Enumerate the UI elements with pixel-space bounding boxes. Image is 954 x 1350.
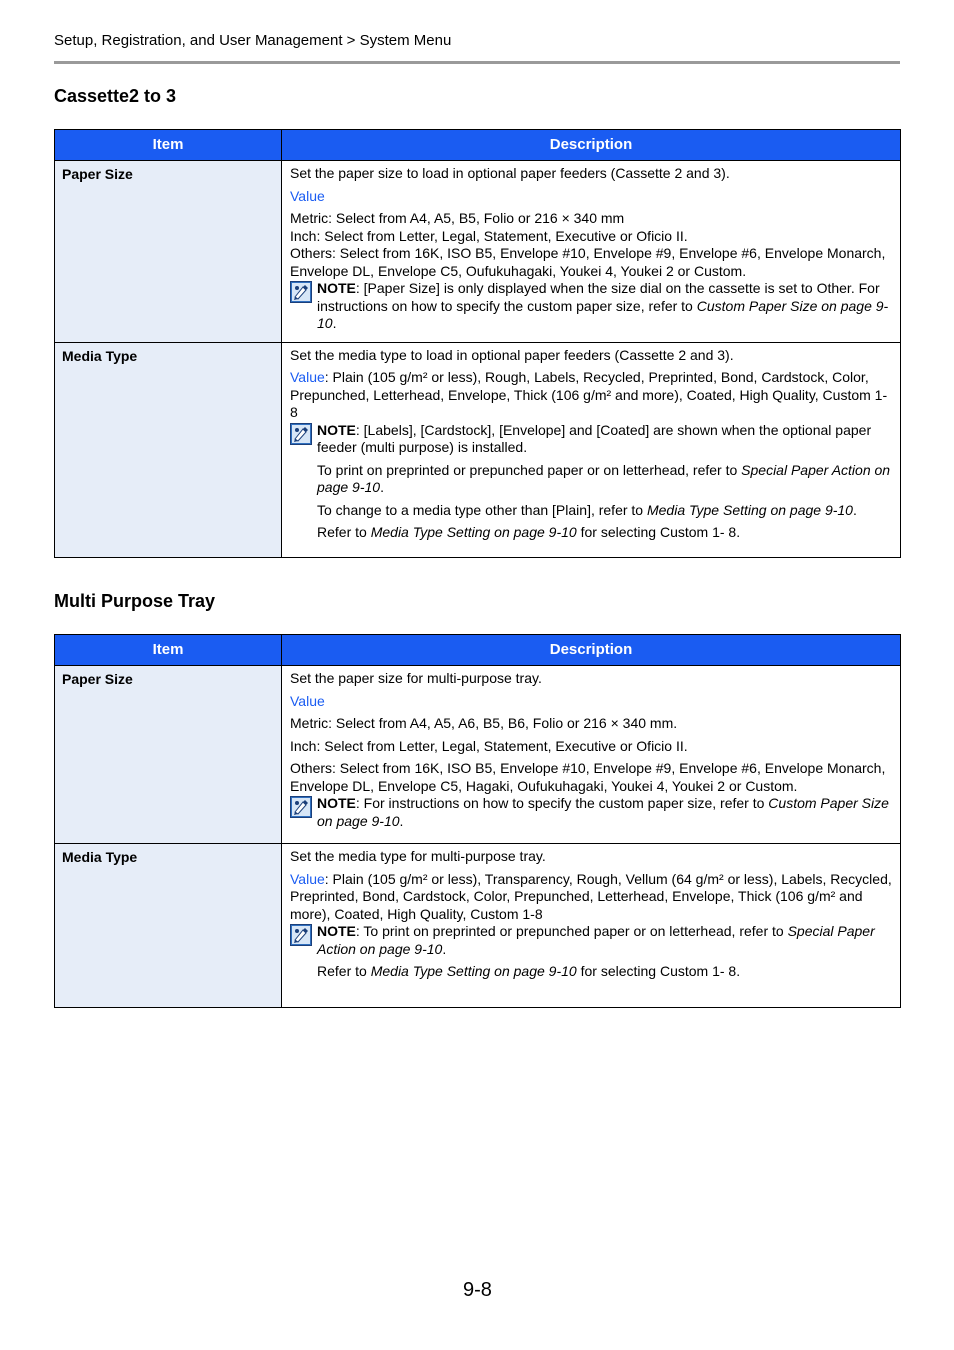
value-line-metric: Metric: Select from A4, A5, A6, B5, B6, Folio or 216 × 340 mm. <box>290 715 678 731</box>
value-label: Value <box>290 692 325 709</box>
note-label: NOTE <box>317 923 356 939</box>
description-intro: Set the paper size for multi-purpose tray. <box>290 670 542 686</box>
note-block <box>290 923 892 958</box>
note-text: : To print on preprinted or prepunched paper or on letterhead, refer to <box>355 923 788 939</box>
note-pencil-icon <box>290 423 312 445</box>
note-end: . <box>332 315 337 331</box>
note-extra <box>290 524 892 542</box>
row-item-name: Paper Size <box>55 666 282 844</box>
description-intro: Set the media type for multi-purpose tray. <box>290 848 546 864</box>
note-label: NOTE <box>317 280 356 296</box>
column-header-description: Description <box>282 635 901 666</box>
note-extra-end: for selecting Custom 1- 8. <box>576 524 741 540</box>
multi-purpose-tray-table <box>54 634 901 1008</box>
note-pencil-icon <box>290 796 312 818</box>
note-extra-text: Refer to <box>317 963 371 979</box>
note-reference: Custom Paper Size on page 9-10 <box>317 297 889 331</box>
note-extra-reference: Media Type Setting on page 9-10 <box>370 963 577 979</box>
row-description <box>282 161 901 343</box>
value-line-metric: Metric: Select from A4, A5, B5, Folio or 216 × 340 mm <box>290 210 625 226</box>
note-extra-text: To change to a media type other than [Plain], refer to <box>317 501 647 518</box>
note-extra <box>290 502 892 520</box>
note-extra-reference: Special Paper Action on page 9-10 <box>317 461 891 495</box>
description-intro: Set the paper size to load in optional paper feeders (Cassette 2 and 3). <box>290 165 730 181</box>
row-item-name: Media Type <box>55 342 282 557</box>
row-description <box>282 342 901 557</box>
value-text: : Plain (105 g/m² or less), Transparency, Rough, Vellum (64 g/m² or less), Labels, Recycled, Preprinted, Bond, Cardstock, Color, Prepunched, Letterhead, Envelope, Thick (106 g/m² and more), Coated, High Quality, Custom 1-8 <box>290 870 892 922</box>
note-block <box>290 795 892 830</box>
note-extra-reference: Media Type Setting on page 9-10 <box>646 501 853 518</box>
column-header-description: Description <box>282 130 901 161</box>
note-extra-text: To print on preprinted or prepunched paper or on letterhead, refer to <box>317 461 742 478</box>
value-line-inch: Inch: Select from Letter, Legal, Statement, Executive or Oficio II. <box>290 227 688 244</box>
value-label: Value <box>290 369 325 385</box>
page-number: 9-8 <box>463 1279 492 1301</box>
table-row <box>55 342 901 557</box>
value-label: Value <box>290 870 325 887</box>
table-row <box>55 666 901 844</box>
cassette-settings-table <box>54 129 901 558</box>
row-item-name: Paper Size <box>55 161 282 343</box>
table-row <box>55 844 901 1008</box>
description-intro: Set the media type to load in optional paper feeders (Cassette 2 and 3). <box>290 346 734 363</box>
column-header-item: Item <box>55 130 282 161</box>
note-end: . <box>399 812 404 829</box>
note-extra-end: . <box>380 479 384 495</box>
running-header: Setup, Registration, and User Management > System Menu <box>54 32 452 49</box>
table-row <box>55 161 901 343</box>
note-label: NOTE <box>317 795 356 811</box>
note-reference: Special Paper Action on page 9-10 <box>317 923 875 957</box>
value-line-others: Others: Select from 16K, ISO B5, Envelope #10, Envelope #9, Envelope #6, Envelope Monarch, Envelope DL, Envelope C5, Oufukuhagaki, Youkei 4, Youkei 2 or Custom. <box>290 245 886 279</box>
section-title-cassette: Cassette2 to 3 <box>54 86 177 106</box>
header-divider <box>54 61 900 64</box>
row-item-name: Media Type <box>55 844 282 1008</box>
note-text: : [Labels], [Cardstock], [Envelope] and [Coated] are shown when the optional paper feeder (multi purpose) is installed. <box>317 421 872 455</box>
note-extra-end: for selecting Custom 1- 8. <box>576 963 741 979</box>
note-block <box>290 280 892 333</box>
value-line <box>290 871 892 924</box>
note-label: NOTE <box>317 421 356 438</box>
value-line <box>290 369 892 422</box>
table-header-row <box>55 635 901 666</box>
row-description <box>282 666 901 844</box>
section-title-multi-purpose-tray: Multi Purpose Tray <box>54 591 216 611</box>
row-description <box>282 844 901 1008</box>
note-extra-text: Refer to <box>317 524 371 540</box>
note-end: . <box>442 940 447 957</box>
note-text: : For instructions on how to specify the custom paper size, refer to <box>355 795 769 811</box>
column-header-item: Item <box>55 635 282 666</box>
note-pencil-icon <box>290 924 312 946</box>
note-reference: Custom Paper Size on page 9-10 <box>317 795 889 829</box>
note-extra-end: . <box>852 501 857 518</box>
note-extra <box>290 462 892 497</box>
note-pencil-icon <box>290 281 312 303</box>
value-line-others: Others: Select from 16K, ISO B5, Envelope #10, Envelope #9, Envelope #6, Envelope Monarch, Envelope DL, Envelope C5, Hagaki, Oufukuhagaki, Youkei 4, Youkei 2 or Custom. <box>290 760 886 794</box>
table-header-row <box>55 130 901 161</box>
note-extra-reference: Media Type Setting on page 9-10 <box>370 524 577 540</box>
value-line-inch: Inch: Select from Letter, Legal, Statement, Executive or Oficio II. <box>290 737 688 754</box>
value-text: : Plain (105 g/m² or less), Rough, Labels, Recycled, Preprinted, Bond, Cardstock, Color, Prepunched, Letterhead, Envelope, Thick (106 g/m² and more), Coated, High Quality, Custom 1-8 <box>290 369 888 420</box>
note-text: : [Paper Size] is only displayed when the size dial on the cassette is set to Other. For instructions on how to specify the custom paper size, refer to <box>317 280 880 314</box>
value-label: Value <box>290 187 325 204</box>
note-extra <box>290 963 892 981</box>
note-block <box>290 422 892 457</box>
